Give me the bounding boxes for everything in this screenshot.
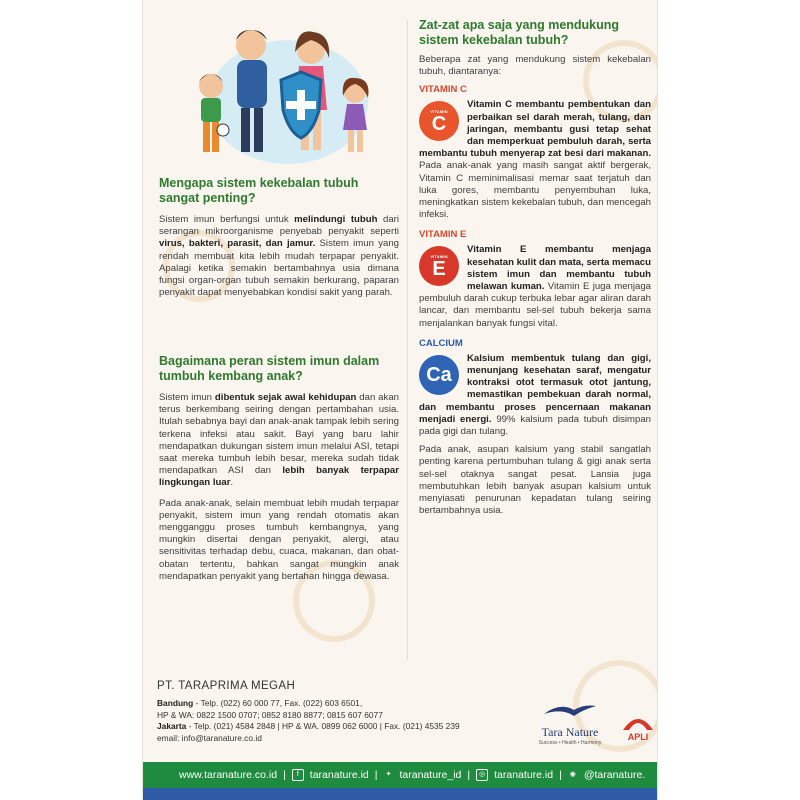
separator: | bbox=[283, 769, 286, 781]
bold-phrase: virus, bakteri, parasit, dan jamur. bbox=[159, 238, 316, 250]
separator: | bbox=[467, 769, 471, 781]
separator: | bbox=[559, 769, 562, 781]
family-shield-illustration bbox=[173, 10, 393, 165]
calcium-lead: Kalsium membentuk tulang dan gigi, menunjang kesehatan saraf, mengatur kontraksi otot termasuk otot jantung, memastikan pembekuan darah normal, dan membantu proses pencernaan makanan menjadi energi. bbox=[419, 352, 651, 425]
bandung-city: Bandung bbox=[157, 698, 194, 708]
bold-phrase: dibentuk sejak awal kehidupan bbox=[214, 392, 357, 403]
jakarta-contact bbox=[157, 721, 537, 733]
twitter-link[interactable]: taranature_id bbox=[399, 769, 462, 781]
company-info bbox=[157, 680, 537, 744]
column-divider bbox=[407, 20, 408, 660]
vitamin-e-icon-caption: VITAMIN bbox=[430, 253, 448, 259]
paragraph-immune-function bbox=[159, 214, 399, 299]
bold-phrase: lebih banyak terpapar lingkungan luar bbox=[159, 465, 399, 489]
brand-tagline: Success • Health • Harmony bbox=[538, 740, 602, 746]
text-segment: . bbox=[230, 477, 234, 489]
bandung-contact bbox=[157, 698, 537, 710]
bandung-phone: - Telp. (022) 60 000 77, Fax. (022) 603 6501, bbox=[193, 698, 363, 708]
calcium-rest: 99% kalsium pada tubuh disimpan pada gigi dan tulang. bbox=[419, 413, 651, 438]
vitamin-c-lead: Vitamin C membantu pembentukan dan perbaikan sel darah merah, tulang, dan jaringan, membantu gusi tetap sehat dan memperkuat pembuluh darah, serta membantu tubuh menyerap zat besi dari makanan. bbox=[419, 99, 651, 160]
calcium-label: CALCIUM bbox=[419, 337, 463, 349]
vitamin-c-block bbox=[419, 99, 651, 221]
text-segment: Sistem imun berfungsi untuk bbox=[159, 214, 295, 225]
paragraph-immune-development bbox=[159, 392, 399, 490]
hp-wa-contact: HP & WA: 0822 1500 0707; 0852 8180 8877; 0815 607 6077 bbox=[157, 709, 383, 720]
calcium-paragraph-2: Pada anak, asupan kalsium yang stabil sangatlah penting karena pertumbuhan tulang & gigi anak serta sel-sel otaknya sangat pesat. Lansia juga membutuhkan lebih banyak asupan kalsium untuk menyiasati penurunan kepadatan tulang seiring bertambahnya usia. bbox=[419, 444, 651, 517]
company-name: PT. TARAPRIMA MEGAH bbox=[157, 680, 296, 692]
brand-name: Tara Nature bbox=[541, 725, 599, 739]
vitamin-e-rest: Vitamin E juga menjaga pembuluh darah cukup terbuka lebar agar aliran darah lancar, dan membantu sel-sel tubuh bekerja sama menjalankan banyak fungsi vital. bbox=[419, 281, 651, 329]
separator: | bbox=[374, 769, 378, 781]
calcium-icon-letter: Ca bbox=[426, 363, 452, 386]
vitamin-c-rest: Pada anak-anak yang masih sangat aktif bergerak, Vitamin C meminimalisasi memar saat terjatuh dan luka gores, membantu penyembuhan luka, meningkatkan sistem kekebalan tubuh, dan mencegah infeksi. bbox=[419, 160, 651, 221]
calcium-icon bbox=[419, 355, 459, 395]
footer-bar bbox=[143, 762, 657, 788]
instagram-link[interactable]: taranature.id bbox=[494, 769, 554, 781]
text-segment: Sistem imun yang rendah membuat kita lebih mudah terpapar penyakit. Apalagi ketika semakin bertambahnya usia dimana fungsi organ-organ tubuh semakin berkurang, paparan penyakit dapat menyebabkan kondisi sakit yang parah. bbox=[159, 238, 400, 299]
vitamin-e-block bbox=[419, 244, 651, 329]
vitamin-e-label: VITAMIN E bbox=[419, 229, 467, 241]
instagram-icon[interactable]: ◎ bbox=[476, 769, 488, 781]
jakarta-phone: - Telp. (021) 4584 2848 | HP & WA. 0899 062 6000 | Fax. (021) 4535 239 bbox=[186, 721, 460, 731]
facebook-link[interactable]: taranature.id bbox=[309, 769, 369, 781]
bird-logo-icon bbox=[540, 700, 600, 720]
vitamin-c-icon-letter: C bbox=[431, 112, 447, 135]
right-column bbox=[419, 18, 651, 518]
intro-text: Beberapa zat yang mendukung sistem kekebalan tubuh, diantaranya: bbox=[419, 54, 651, 78]
vitamin-c-icon-caption: VITAMIN bbox=[430, 108, 448, 114]
apli-logo-icon bbox=[619, 708, 657, 742]
text-segment: Sistem imun bbox=[159, 392, 215, 403]
jakarta-city: Jakarta bbox=[157, 721, 187, 731]
heading-supporting-substances: Zat-zat apa saja yang mendukung sistem kekebalan tubuh? bbox=[419, 18, 620, 47]
email-contact: email: info@taranature.co.id bbox=[157, 732, 262, 743]
text-segment: dan akan terus berkembang seiring dengan pertambahan usia. Itulah sebabnya bayi dan anak-anak tampak lebih sering terkena infeksi atau sakit. Bayi yang baru lahir mendapatkan dukungan sistem imun melalui ASI, tetapi saat mereka tumbuh lebih besar, mereka sudah tidak mendapatkan ASI dan bbox=[159, 392, 400, 477]
apli-text: APLI bbox=[627, 732, 649, 742]
vitamin-e-icon-letter: E bbox=[432, 257, 446, 280]
footer-blue-strip bbox=[143, 788, 657, 800]
apli-logo bbox=[619, 708, 657, 747]
facebook-icon[interactable]: f bbox=[292, 769, 304, 781]
at-icon[interactable]: ◉ bbox=[569, 771, 576, 778]
brochure-page bbox=[143, 0, 657, 800]
at-handle[interactable]: @taranature. bbox=[583, 769, 646, 781]
vitamin-e-lead: Vitamin E membantu menjaga kesehatan kulit dan mata, serta memacu sistem imun dan membantu tubuh melawan kuman. bbox=[467, 244, 651, 293]
paragraph-child-immune: Pada anak-anak, selain membuat lebih mudah terpapar penyakit, sistem imun yang rendah otomatis akan mengganggu proses tumbuh kembangnya, yang mungkin disertai dengan penyakit, alergi, atau sensitivitas terhadap debu, cuaca, makanan, dan obat-obatan tertentu, bahkan sangat mungkin anak mendapatkan penyakit yang bertahan hingga dewasa. bbox=[159, 497, 399, 582]
text-segment: dari serangan mikroorganisme penyebab penyakit seperti bbox=[159, 214, 399, 238]
bold-phrase: melindungi tubuh bbox=[294, 214, 378, 225]
tara-nature-logo bbox=[525, 700, 615, 746]
website-link[interactable]: www.taranature.co.id bbox=[179, 769, 278, 781]
vitamin-c-label: VITAMIN C bbox=[419, 84, 467, 96]
twitter-icon[interactable]: ✦ bbox=[385, 771, 392, 778]
heading-immune-role: Bagaimana peran sistem imun dalam tumbuh kembang anak? bbox=[159, 354, 380, 383]
heading-why-immune: Mengapa sistem kekebalan tubuh sangat penting? bbox=[159, 176, 359, 205]
calcium-block bbox=[419, 353, 651, 518]
